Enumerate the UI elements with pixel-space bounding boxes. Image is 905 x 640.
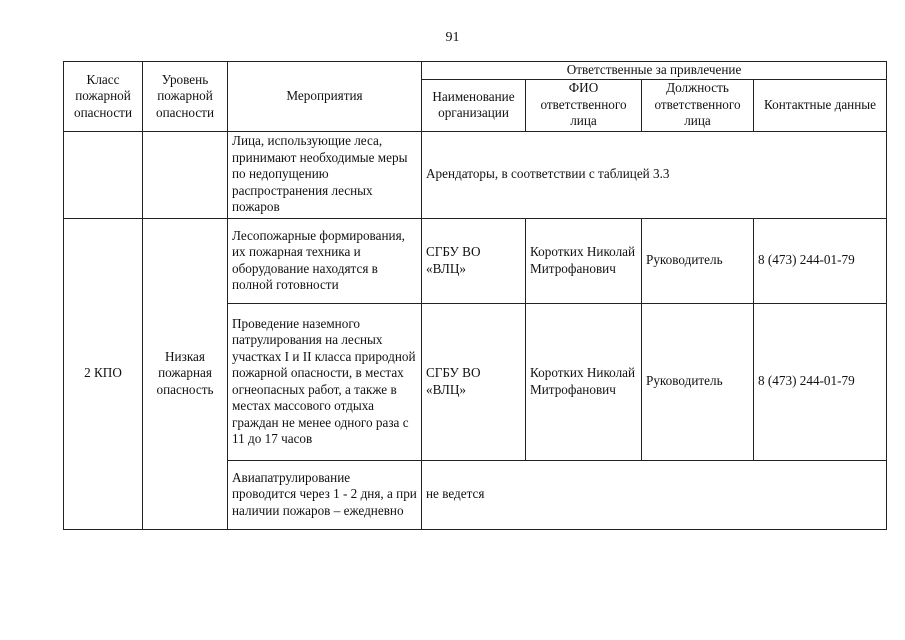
fio-cell: Коротких Николай Митрофанович [526,218,642,303]
measure-cell: Проведение наземного патрулирования на лесных участках I и II класса природной пожарной опасности, в местах огнеопасных работ, а также в местах массового отдыха граждан не менее одного раза с 11 до 17 часов [228,303,422,460]
fire-level-cell: Низкая пожарная опасность [143,218,228,529]
fire-measures-table [63,61,887,530]
fire-class-cell: 2 КПО [64,218,143,529]
measure-cell: Лесопожарные формирования, их пожарная техника и оборудование находятся в полной готовности [228,218,422,303]
empty-class-cell [64,131,143,218]
page-number: 91 [445,30,460,45]
measure-cell: Лица, использующие леса, принимают необходимые меры по недопущению распространения лесных пожаров [228,131,422,218]
contacts-cell: 8 (473) 244-01-79 [754,303,887,460]
org-cell: СГБУ ВО «ВЛЦ» [422,218,526,303]
header-contacts: Контактные данные [754,79,887,131]
header-measures: Мероприятия [228,62,422,132]
measure-cell: Авиапатрулирование проводится через 1 - 2 дня, а при наличии пожаров – ежедневно [228,460,422,529]
header-org: Наименование организации [422,79,526,131]
table-row [64,218,887,303]
responsible-merged-cell: Арендаторы, в соответствии с таблицей 3.3 [422,131,887,218]
table-row [64,131,887,218]
header-level: Уровень пожарной опасности [143,62,228,132]
empty-level-cell [143,131,228,218]
header-position: Должность ответственного лица [642,79,754,131]
header-responsible-group: Ответственные за привлечение [422,62,887,80]
position-cell: Руководитель [642,218,754,303]
position-cell: Руководитель [642,303,754,460]
header-fio: ФИО ответственного лица [526,79,642,131]
header-class: Класс пожарной опасности [64,62,143,132]
responsible-merged-cell: не ведется [422,460,887,529]
contacts-cell: 8 (473) 244-01-79 [754,218,887,303]
fio-cell: Коротких Николай Митрофанович [526,303,642,460]
org-cell: СГБУ ВО «ВЛЦ» [422,303,526,460]
